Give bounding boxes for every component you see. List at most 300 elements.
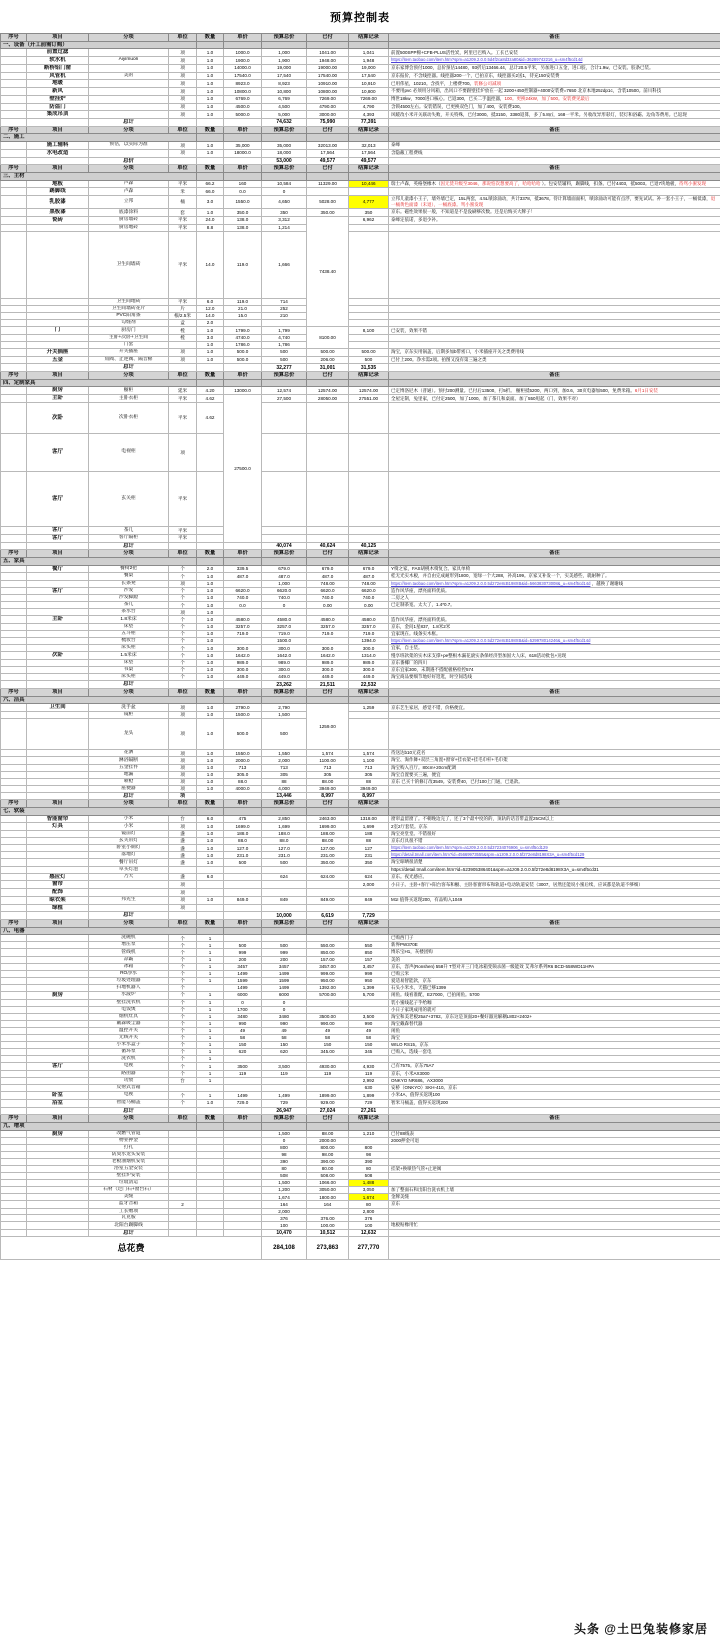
paid: 1392.00 xyxy=(307,984,349,991)
sub-item: 卧室小铜灯 xyxy=(89,845,169,852)
table-row xyxy=(1,1145,720,1152)
note-cell[interactable]: https://item.taobao.com/item.htm?spm=a1z09.2.0.0.5d37234076906_u=sm4f5cd129 xyxy=(389,845,720,852)
sub-item: 瓦克胺 xyxy=(89,1215,169,1222)
item-name xyxy=(27,341,89,348)
settled xyxy=(389,320,720,327)
col-header-5: 单价 xyxy=(224,800,262,808)
unit-price xyxy=(262,527,307,535)
grand-total-budget: 284,108 xyxy=(262,1237,307,1260)
settled xyxy=(389,434,720,471)
budget-total: 4580.0 xyxy=(262,616,307,624)
note-cell: 地板贴橡用忙 xyxy=(389,1222,720,1229)
item-name xyxy=(27,1041,89,1048)
unit: 平米 xyxy=(169,402,197,433)
unit: 项 xyxy=(169,792,197,800)
col-header-1: 项目 xyxy=(27,800,89,808)
table-row xyxy=(1,624,720,631)
sub-item: 小米 xyxy=(89,823,169,831)
qty: 1 xyxy=(197,977,224,984)
note-cell: 京东 xyxy=(389,1201,720,1208)
section-filler xyxy=(389,696,720,704)
unit-price: 49 xyxy=(224,1027,262,1034)
budget-total: 17,540 xyxy=(262,72,307,80)
budget-total: 1,000 xyxy=(262,580,307,587)
unit-price xyxy=(262,434,307,471)
qty: 1 xyxy=(197,956,224,963)
row-index xyxy=(1,580,27,587)
row-index xyxy=(1,1208,27,1215)
budget-total: 2,790 xyxy=(262,704,307,712)
unit: 台 xyxy=(169,1077,197,1084)
row-index xyxy=(1,231,27,299)
budget-total: 98 xyxy=(262,1152,307,1159)
col-header-6: 预算总价 xyxy=(262,372,307,380)
section-filler xyxy=(307,379,349,387)
sub-item: 扫地机器人 xyxy=(89,984,169,991)
item-name xyxy=(27,224,89,231)
unit-price xyxy=(224,542,262,550)
qty: 1 xyxy=(197,1041,224,1048)
unit-price: 0 xyxy=(224,999,262,1006)
note-cell: 全屋定制，兔里家，已付定2500，加了1000。加了茶几和桌面。加了550甩起（门，效果不对） xyxy=(389,395,720,403)
qty: 66.2 xyxy=(197,180,224,188)
note-cell: 京东，容声(Ronshen) 558升 T型对开三门电冰箱变频杀菌一级能效 艾弗尔系列R6 BCD-558WD11HPA xyxy=(389,963,720,970)
budget-total: 624 xyxy=(262,873,307,881)
unit: 项 xyxy=(169,95,197,103)
sub-item: 电视 xyxy=(89,1063,169,1071)
section-header-5 xyxy=(1,696,720,704)
column-header-row xyxy=(1,372,720,380)
item-name xyxy=(27,602,89,609)
budget-total: 1,900 xyxy=(262,57,307,65)
col-header-7: 已付 xyxy=(307,920,349,928)
paid xyxy=(349,402,389,433)
item-name: 卫生间 xyxy=(27,704,89,712)
sub-item: 电饭煲 xyxy=(89,1006,169,1013)
unit-price: 500 xyxy=(224,942,262,949)
row-index xyxy=(1,573,27,580)
unit-price xyxy=(224,580,262,587)
settled: 740.0 xyxy=(349,595,389,602)
section-filler xyxy=(389,807,720,815)
row-index xyxy=(1,157,27,165)
note-cell[interactable]: https://item.taobao.com/item.htm?spm=a1z09.2.0.0.5d272e8cB198XB&id=529978014246&_u=sm4f5cd14d xyxy=(389,638,720,645)
note-cell: 淘宝和美老板25a7+3782。京东这是顶面20+餐好器送解耦L802+2402+ xyxy=(389,1013,720,1020)
row-index xyxy=(1,341,27,348)
sub-item: 洗衣机 xyxy=(89,1056,169,1063)
row-index xyxy=(1,999,27,1006)
unit-price: 719.0 xyxy=(224,631,262,638)
qty: 1.0 xyxy=(197,771,224,778)
unit-price: 88.0 xyxy=(224,838,262,845)
paid: 929.00 xyxy=(307,1099,349,1107)
item-name: 壁挂炉 xyxy=(27,95,89,103)
settled xyxy=(349,1006,389,1013)
paid xyxy=(349,320,389,327)
col-header-8: 结算记录 xyxy=(349,34,389,42)
sub-item: 老板油烟机安装 xyxy=(89,1159,169,1166)
table-row xyxy=(1,970,720,977)
note-cell: 京东艺生家居，感觉不错，价格便宜。 xyxy=(389,704,720,712)
paid xyxy=(307,609,349,616)
table-row xyxy=(1,956,720,963)
table-row xyxy=(1,652,720,660)
budget-total: 19,000 xyxy=(262,64,307,72)
col-header-0: 序号 xyxy=(1,1115,27,1123)
unit-price: 2790.0 xyxy=(224,704,262,712)
unit: 项 xyxy=(169,881,197,889)
table-row xyxy=(1,64,720,72)
col-header-8: 结算记录 xyxy=(349,126,389,134)
paid: 127.00 xyxy=(307,845,349,852)
table-row xyxy=(1,1027,720,1034)
unit: 项 xyxy=(169,750,197,757)
unit xyxy=(169,119,197,127)
qty: 1.0 xyxy=(197,823,224,831)
row-index xyxy=(1,313,27,320)
section-filler xyxy=(389,379,720,387)
budget-total: 27,500 xyxy=(262,395,307,403)
unit xyxy=(169,1138,197,1145)
row-index xyxy=(1,935,27,942)
item-name xyxy=(27,306,89,313)
col-header-4: 数量 xyxy=(197,126,224,134)
budget-total: 1499 xyxy=(262,984,307,991)
budget-total: 1500.0 xyxy=(262,638,307,645)
qty: 1.0 xyxy=(197,674,224,681)
item-name: 厨房 xyxy=(27,387,89,395)
total-settled: 49,577 xyxy=(349,157,389,165)
note-cell xyxy=(389,785,720,792)
row-index xyxy=(1,1159,27,1166)
settled: 999 xyxy=(349,970,389,977)
settled: 188 xyxy=(349,831,389,838)
paid: 17,564 xyxy=(307,149,349,157)
unit: 平米 xyxy=(169,231,197,299)
note-cell xyxy=(389,188,720,196)
note-cell: 淘宝商品要细节地好好逛逛，时空间选线 xyxy=(389,674,720,681)
section-filler xyxy=(307,1122,349,1130)
unit-price xyxy=(224,1187,262,1194)
column-header-row xyxy=(1,165,720,173)
note-cell: 安桥（ONKYO）SKH-410。京东 xyxy=(389,1084,720,1091)
col-header-5: 单价 xyxy=(224,165,262,173)
section-filler xyxy=(224,696,262,704)
qty xyxy=(197,1215,224,1222)
unit: 个 xyxy=(169,942,197,949)
unit-price: 0.0 xyxy=(224,188,262,196)
budget-total: 305 xyxy=(262,771,307,778)
sub-item: 浴室五金安装 xyxy=(89,1166,169,1173)
settled xyxy=(349,609,389,616)
item-name: 卧室 xyxy=(27,1092,89,1100)
total-paid: 6,619 xyxy=(307,912,349,920)
settled: 350 xyxy=(349,209,389,217)
qty: 12.0 xyxy=(197,306,224,313)
row-index xyxy=(1,80,27,88)
note-cell xyxy=(389,681,720,689)
table-row xyxy=(1,852,720,859)
budget-total: 999 xyxy=(262,949,307,956)
note-cell[interactable]: https://item.taobao.com/item.htm?spm=a1z09.2.0.0.5d4f2ca8d3za80&id=36289742216_u=sm4f5cd14d xyxy=(389,57,720,65)
qty: 1.0 xyxy=(197,712,224,719)
item-name xyxy=(27,750,89,757)
settled: 119 xyxy=(349,1070,389,1077)
settled: 300.0 xyxy=(349,645,389,652)
total-label: 总计 xyxy=(89,542,169,550)
col-header-7: 已付 xyxy=(307,34,349,42)
settled: 3949.00 xyxy=(349,785,389,792)
item-name: 断桥铝门窗 xyxy=(27,64,89,72)
budget-total: 1,214 xyxy=(262,224,307,231)
unit: 个 xyxy=(169,1013,197,1020)
sub-item: 花洒 xyxy=(89,750,169,757)
sub-item: 壁挂炉安装 xyxy=(89,1173,169,1180)
unit-price: 500.0 xyxy=(224,356,262,364)
table-row xyxy=(1,395,720,403)
sub-item: 电视柜 xyxy=(89,434,169,471)
budget-total: 35,000 xyxy=(262,142,307,150)
unit-price: 127.0 xyxy=(224,845,262,852)
note-cell xyxy=(389,1215,720,1222)
qty: 4.62 xyxy=(197,402,224,433)
row-index xyxy=(1,471,27,527)
paid: 157.00 xyxy=(307,956,349,963)
item-name xyxy=(27,660,89,667)
col-header-8: 结算记录 xyxy=(349,372,389,380)
unit-price: 4500.0 xyxy=(224,103,262,111)
sub-item: 玄关吊灯 xyxy=(89,838,169,845)
paid: 10910.00 xyxy=(307,80,349,88)
row-index xyxy=(1,866,27,873)
budget-total: 188.0 xyxy=(262,831,307,838)
table-row xyxy=(1,674,720,681)
item-name xyxy=(27,935,89,942)
table-row xyxy=(1,631,720,638)
unit xyxy=(169,364,197,372)
paid: 231.00 xyxy=(307,852,349,859)
qty: 1.0 xyxy=(197,111,224,119)
note-cell[interactable]: https://item.taobao.com/item.htm?spm=a1z09.2.0.0.5d272e8cB198XB&id=566383073008&_u=sm4f5cd14d ，越换了谢谢线 xyxy=(389,580,720,587)
paid xyxy=(307,866,349,873)
unit-price: 989.0 xyxy=(224,660,262,667)
unit-price: 13000.0 xyxy=(224,387,262,395)
col-header-5: 单价 xyxy=(224,920,262,928)
col-header-3: 单位 xyxy=(169,1115,197,1123)
paid: 4580.0 xyxy=(307,616,349,624)
paid: 950.00 xyxy=(307,977,349,984)
paid xyxy=(307,1084,349,1091)
qty: 1 xyxy=(197,963,224,970)
qty: 1.0 xyxy=(197,785,224,792)
note-cell: 造作风华座，漂亮面料优质。 xyxy=(389,587,720,595)
unit xyxy=(169,1166,197,1173)
unit: 盏 xyxy=(169,852,197,859)
item-name: 前置过滤 xyxy=(27,49,89,57)
note-cell: 京东番椰厂的四川 xyxy=(389,660,720,667)
qty: 1 xyxy=(197,1034,224,1041)
unit: 项 xyxy=(169,580,197,587)
unit-price: 1786.0 xyxy=(224,341,262,348)
item-name xyxy=(27,320,89,327)
table-row xyxy=(1,1092,720,1100)
unit: 个 xyxy=(169,1063,197,1071)
row-index xyxy=(1,984,27,991)
sub-item xyxy=(89,111,169,119)
table-row xyxy=(1,704,720,712)
row-index xyxy=(1,356,27,364)
row-index xyxy=(1,616,27,624)
paid xyxy=(349,527,389,535)
section-total-row xyxy=(1,912,720,920)
qty: 1.0 xyxy=(197,645,224,652)
table-row xyxy=(1,471,720,527)
item-name xyxy=(27,667,89,674)
paid: 7269.00 xyxy=(307,95,349,103)
paid xyxy=(349,231,389,299)
table-row xyxy=(1,1173,720,1180)
sub-item: 工长赠项 xyxy=(89,1208,169,1215)
unit-price xyxy=(224,1138,262,1145)
col-header-0: 序号 xyxy=(1,689,27,697)
note-cell: 美的 xyxy=(389,956,720,963)
settled: 950 xyxy=(349,977,389,984)
unit-price xyxy=(224,1159,262,1166)
settled: 49 xyxy=(349,1027,389,1034)
sub-item: 温控开关 xyxy=(89,1027,169,1034)
budget-total: 0 xyxy=(262,602,307,609)
unit: 项 xyxy=(169,80,197,88)
settled xyxy=(389,313,720,320)
note-cell: 泰峰定依诺，多退少补。 xyxy=(389,216,720,224)
total-budget: 40,074 xyxy=(262,542,307,550)
unit: 个 xyxy=(169,963,197,970)
note-cell xyxy=(389,712,720,719)
table-row xyxy=(1,231,720,299)
sub-item: 厨房地砖 xyxy=(89,224,169,231)
item-name xyxy=(27,364,89,372)
sub-item: 蓝牙音箱 xyxy=(89,1201,169,1208)
qty: 6.0 xyxy=(197,299,224,306)
col-header-7: 已付 xyxy=(307,550,349,558)
unit-price: 500.0 xyxy=(224,348,262,356)
unit-price xyxy=(224,1201,262,1208)
unit-price: 475 xyxy=(224,815,262,823)
qty: 8.8 xyxy=(197,224,224,231)
unit xyxy=(169,1084,197,1091)
unit-price: 14000.0 xyxy=(224,64,262,72)
budget-total xyxy=(262,889,307,897)
note-cell: 京东宜家300，末期遇不搭配板格检控574 xyxy=(389,667,720,674)
qty: 1.0 xyxy=(197,95,224,103)
table-row xyxy=(1,1166,720,1173)
unit: 个 xyxy=(169,1056,197,1063)
unit: 项 xyxy=(169,712,197,719)
table-row xyxy=(1,103,720,111)
budget-total: 0 xyxy=(262,999,307,1006)
sub-item xyxy=(89,95,169,103)
col-header-7: 已付 xyxy=(307,126,349,134)
row-index xyxy=(1,1077,27,1084)
budget-total: 620 xyxy=(262,1049,307,1056)
col-header-2: 分项 xyxy=(89,372,169,380)
section-filler xyxy=(307,927,349,935)
table-row xyxy=(1,80,720,88)
budget-total: 713 xyxy=(262,764,307,771)
table-row xyxy=(1,764,720,771)
qty xyxy=(197,1159,224,1166)
row-index xyxy=(1,1041,27,1048)
note-cell: 小米4A，值得买返现100 xyxy=(389,1092,720,1100)
item-name: 绿植 xyxy=(27,904,89,912)
sub-item: RO净水 xyxy=(89,970,169,977)
note-cell[interactable]: https://detail.tmall.com/item.htm?id=45669973555&spm=a1z09.2.0.0.5f272e8d8198X3A_u=sm4f5cd129 xyxy=(389,852,720,859)
section-filler xyxy=(307,807,349,815)
budget-total: 1,786 xyxy=(262,341,307,348)
section-header-3 xyxy=(1,379,720,387)
qty: 1 xyxy=(197,1056,224,1063)
note-cell xyxy=(389,224,720,231)
row-index xyxy=(1,334,27,341)
unit-price: 305.0 xyxy=(224,771,262,778)
settled: 990 xyxy=(349,1020,389,1027)
row-index xyxy=(1,991,27,999)
qty: 1 xyxy=(197,1063,224,1071)
budget-total: 729 xyxy=(262,1099,307,1107)
section-total-row xyxy=(1,542,720,550)
section-filler xyxy=(224,807,262,815)
unit-price xyxy=(224,1077,262,1084)
note-cell: 慢享班款架的实木床支撑+pe整根木漏花滚实条保经济型加固大人床，618活动批包+送现 xyxy=(389,652,720,660)
sub-item: 乃大 xyxy=(89,873,169,881)
unit-price: 119.0 xyxy=(224,231,262,299)
sub-item: 门套 xyxy=(89,341,169,348)
col-header-2: 分项 xyxy=(89,800,169,808)
unit-price: 1000.0 xyxy=(224,49,262,57)
item-name xyxy=(27,1056,89,1063)
unit xyxy=(169,1215,197,1222)
sub-item: 客厅隔柜 xyxy=(89,534,169,542)
item-name xyxy=(27,1077,89,1084)
paid xyxy=(307,1056,349,1063)
settled: 98 xyxy=(349,1152,389,1159)
col-header-9: 备注 xyxy=(389,550,720,558)
table-row xyxy=(1,527,720,535)
paid: 449.0 xyxy=(307,674,349,681)
settled: 4580.0 xyxy=(349,616,389,624)
qty: 1.0 xyxy=(197,57,224,65)
row-index xyxy=(1,587,27,595)
total-budget: 23,262 xyxy=(262,681,307,689)
item-name xyxy=(27,1166,89,1173)
qty xyxy=(197,1173,224,1180)
row-index xyxy=(1,1166,27,1173)
total-paid: 49,577 xyxy=(307,157,349,165)
unit-price: 160 xyxy=(224,180,262,188)
budget-total: 350 xyxy=(262,209,307,217)
paid: 7438.40 xyxy=(307,216,349,326)
row-index xyxy=(1,180,27,188)
settled: 100 xyxy=(349,1222,389,1229)
table-row xyxy=(1,111,720,119)
qty xyxy=(197,434,224,471)
note-cell: 淘宝购入百厅。80cm+20cm配调 xyxy=(389,764,720,771)
row-index xyxy=(1,1099,27,1107)
col-header-1: 项目 xyxy=(27,550,89,558)
settled: 1,574 xyxy=(349,750,389,757)
paid xyxy=(349,306,389,313)
qty xyxy=(197,1138,224,1145)
